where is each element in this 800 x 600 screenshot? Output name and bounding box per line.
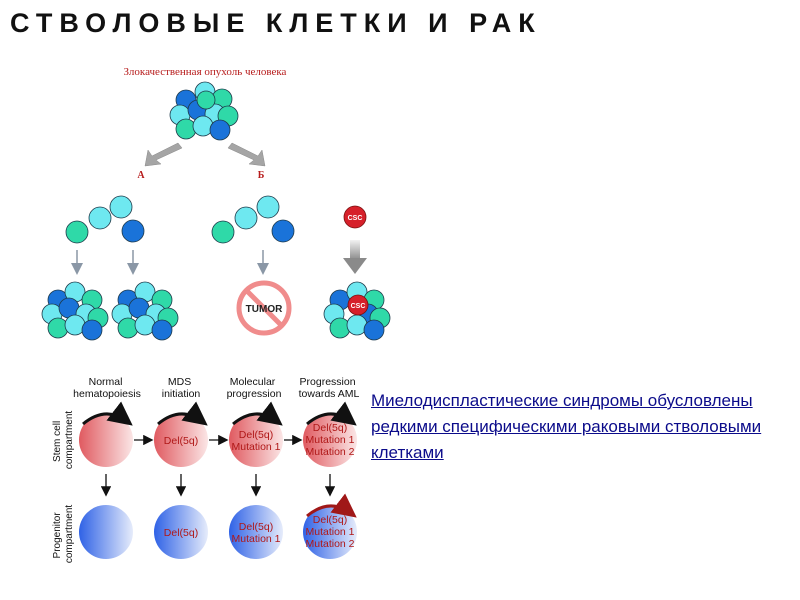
progenitor-label-3: Del(5q) Mutation 1 — [231, 521, 281, 545]
vertical-arrows — [106, 474, 330, 494]
tumor-heading: Злокачественная опухоль человека — [123, 66, 287, 78]
column-header-4: Progression towards AML — [298, 376, 360, 400]
branch-label-b: Б — [257, 170, 265, 181]
tumor-cluster-a1 — [42, 282, 108, 340]
progenitor-label-2: Del(5q) — [163, 527, 199, 539]
csc-cluster-label: CSC — [350, 303, 366, 310]
branch-b-cells — [212, 196, 294, 243]
column-header-3: Molecular progression — [226, 376, 282, 400]
row-label-stem: Stem cell compartment — [52, 410, 75, 470]
branch-arrow-a — [145, 143, 182, 166]
tumor-cluster-top — [170, 82, 238, 140]
column-headers — [73, 376, 359, 400]
csc-label: CSC — [347, 215, 363, 222]
caption-link[interactable]: Миелодиспластические синдромы обусловлены редкими специфическими раковыми стволовыми клетками — [371, 391, 762, 462]
branch-arrow-b — [228, 143, 265, 166]
page-title: СТВОЛОВЫЕ КЛЕТКИ И РАК — [10, 8, 542, 38]
branch-a-cells — [66, 196, 144, 243]
stem-label-2: Del(5q) — [163, 435, 199, 447]
stem-label-4: Del(5q) Mutation 1 Mutation 2 — [305, 422, 355, 458]
progenitor-label-4: Del(5q) Mutation 1 Mutation 2 — [305, 514, 355, 550]
column-header-2: MDS initiation — [161, 376, 201, 400]
stem-label-3: Del(5q) Mutation 1 — [231, 429, 281, 453]
branch-label-a: А — [137, 170, 145, 181]
csc-grey-arrow — [343, 240, 367, 274]
tumor-cluster-csc — [324, 282, 390, 340]
row-label-progenitor: Progenitor compartment — [52, 504, 75, 564]
column-header-1: Normal hematopoiesis — [73, 376, 141, 400]
row-labels — [52, 411, 75, 564]
tumor-label: TUMOR — [245, 304, 283, 315]
down-arrows-top — [77, 250, 263, 272]
csc-cell — [344, 206, 366, 228]
no-tumor-sign — [239, 283, 289, 333]
tumor-cluster-a2 — [112, 282, 178, 340]
